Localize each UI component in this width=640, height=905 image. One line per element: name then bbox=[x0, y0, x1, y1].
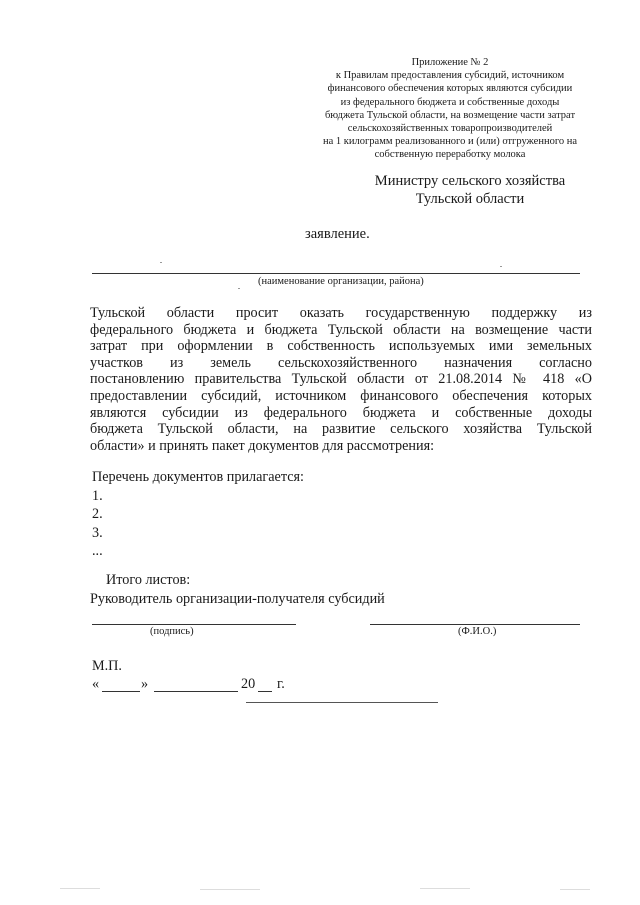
documents-item: 3. bbox=[92, 524, 103, 541]
body-line: федерального бюджета и бюджета Тульской области на возмещение части bbox=[90, 321, 592, 338]
full-name-caption: (Ф.И.О.) bbox=[458, 626, 497, 637]
documents-item: ... bbox=[92, 543, 103, 560]
addressee bbox=[340, 172, 600, 208]
appendix-header bbox=[300, 56, 600, 162]
signature-line[interactable] bbox=[92, 624, 296, 625]
body-line: предоставлении субсидий, источником финансового обеспечения которых bbox=[90, 387, 592, 404]
document-title: заявление. bbox=[305, 226, 370, 242]
body-line: являются субсидии из федерального бюджета и собственные доходы bbox=[90, 404, 592, 421]
body-line: постановлению правительства Тульской области от 21.08.2014 № 418 «О bbox=[90, 371, 592, 388]
scan-speck bbox=[60, 888, 100, 889]
body-line: Тульской области просит оказать государственную поддержку из bbox=[90, 305, 592, 321]
appendix-line: к Правилам предоставления субсидий, источником bbox=[335, 70, 565, 82]
documents-heading: Перечень документов прилагается: bbox=[92, 469, 304, 485]
year-suffix: г. bbox=[277, 676, 285, 692]
appendix-line: собственную переработку молока bbox=[374, 149, 526, 161]
scan-speck bbox=[160, 262, 162, 263]
appendix-line: из федерального бюджета и собственные доходы bbox=[340, 96, 560, 108]
head-label: Руководитель организации-получателя субсидий bbox=[90, 591, 385, 607]
year-prefix: 20 bbox=[241, 676, 256, 692]
signature-caption: (подпись) bbox=[150, 626, 194, 637]
body-line: бюджета Тульской области, на развитие сельского хозяйства Тульской bbox=[90, 421, 592, 438]
full-name-line[interactable] bbox=[370, 624, 580, 625]
scan-speck bbox=[420, 888, 470, 889]
request-paragraph bbox=[90, 305, 592, 454]
documents-item: 1. bbox=[92, 487, 103, 504]
year-blank[interactable] bbox=[258, 691, 272, 692]
scan-speck bbox=[560, 889, 590, 890]
appendix-line: сельскохозяйственных товаропроизводителей bbox=[347, 123, 553, 135]
appendix-line: финансового обеспечения которых являются субсидии bbox=[327, 83, 573, 95]
appendix-line: на 1 килограмм реализованного и (или) отгруженного на bbox=[322, 136, 578, 148]
month-blank[interactable] bbox=[154, 691, 238, 692]
stamp-label: М.П. bbox=[92, 658, 122, 674]
addressee-line-2: Тульской области bbox=[415, 191, 525, 207]
body-line: затрат при оформлении в собственность используемых ими земельных bbox=[90, 338, 592, 355]
date-open-quote: « bbox=[92, 676, 100, 692]
body-line: участков из земель сельскохозяйственного назначения согласно bbox=[90, 354, 592, 371]
day-blank[interactable] bbox=[102, 691, 140, 692]
scan-speck bbox=[200, 889, 260, 890]
date-underline bbox=[246, 702, 438, 703]
appendix-line: Приложение № 2 bbox=[411, 57, 489, 68]
addressee-line-1: Министру сельского хозяйства bbox=[374, 173, 566, 189]
scan-speck bbox=[238, 288, 240, 289]
org-name-line[interactable] bbox=[92, 273, 580, 274]
appendix-line: бюджета Тульской области, на возмещение части затрат bbox=[324, 109, 576, 121]
scan-speck bbox=[500, 266, 502, 267]
documents-list bbox=[92, 468, 304, 561]
total-sheets-label: Итого листов: bbox=[106, 572, 191, 588]
documents-item: 2. bbox=[92, 506, 103, 523]
date-close-quote: » bbox=[141, 676, 149, 692]
org-name-caption: (наименование организации, района) bbox=[258, 276, 424, 287]
body-line: области» и принять пакет документов для рассмотрения: bbox=[90, 437, 435, 454]
